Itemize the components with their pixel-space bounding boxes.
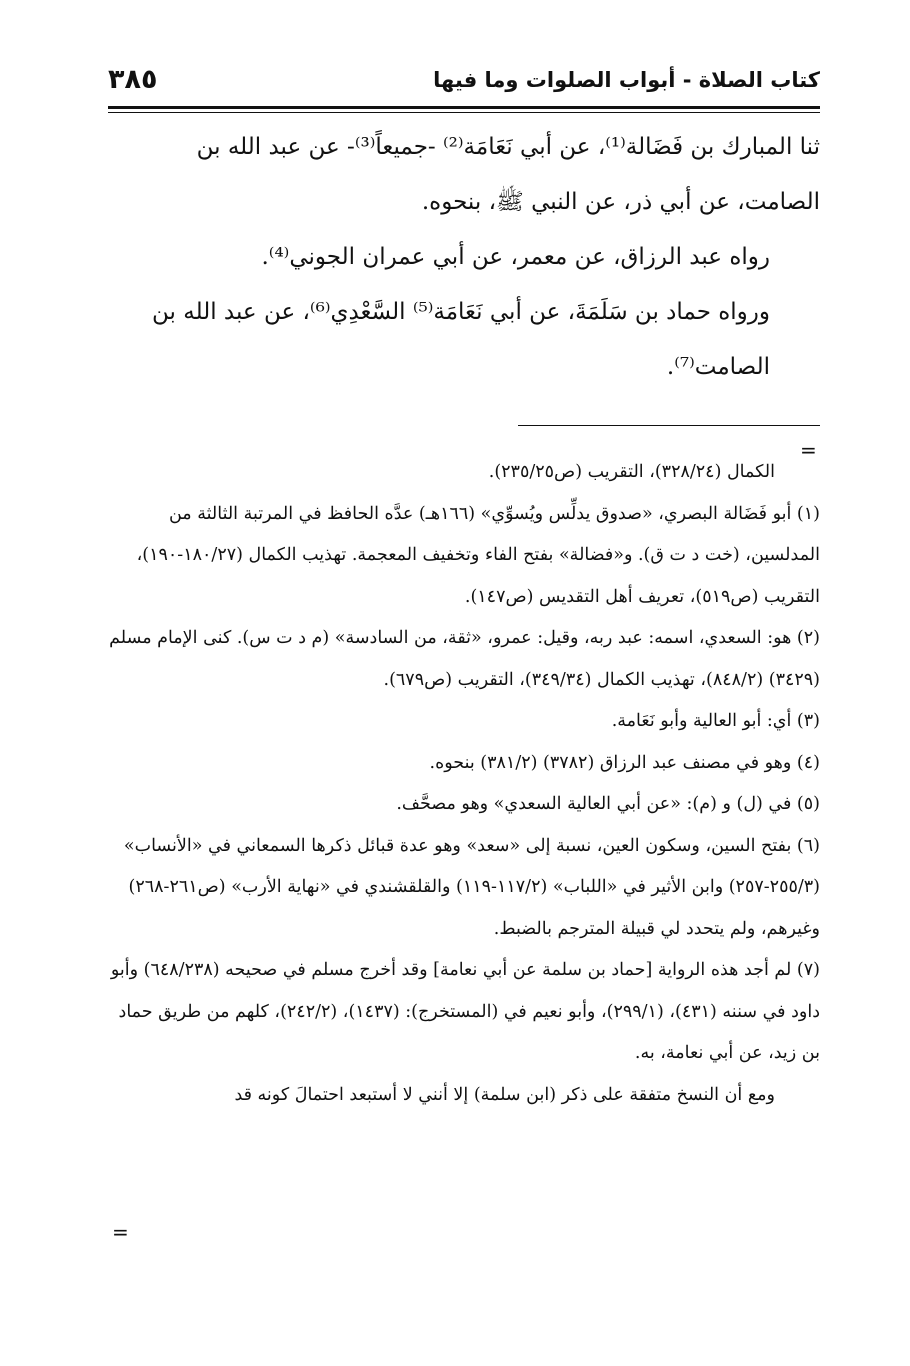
footnote-6: (٦) بفتح السين، وسكون العين، نسبة إلى «سعد» وهو عدة قبائل ذكرها السمعاني في «الأنساب» (٢٥٥/٣-٢٥٧) وابن الأثير في «اللباب» (١١٧/٢-١١٩) والقلقشندي في «نهاية الأرب» (ص٢٦١-٢٦٨) وغيرهم، ولم يتحدد لي قبيلة المترجم بالضبط. xyxy=(123,835,820,939)
main-paragraph-1: ثنا المبارك بن فَضَالة⁽¹⁾، عن أبي نَعَامَة⁽²⁾ -جميعاً⁽³⁾- عن عبد الله بن الصامت، عن أبي ذر، عن النبي ﷺ، بنحوه. xyxy=(196,134,820,215)
page-header xyxy=(108,64,820,106)
running-title: كتاب الصلاة - أبواب الصلوات وما فيها xyxy=(433,68,820,92)
main-paragraph-2: رواه عبد الرزاق، عن معمر، عن أبي عمران الجوني⁽⁴⁾. xyxy=(261,244,770,270)
footnote-5: (٥) في (ل) و (م): «عن أبي العالية السعدي» وهو مصحَّف. xyxy=(396,794,820,814)
page-number: ٣٨٥ xyxy=(108,64,158,95)
footnote-2: (٢) هو: السعدي، اسمه: عبد ربه، وقيل: عمرو، «ثقة، من السادسة» (م د ت س). كنى الإمام مسلم (٣٤٢٩) (٨٤٨/٢)، تهذيب الكمال (٣٤٩/٣٤)، التقريب (ص٦٧٩). xyxy=(109,628,820,690)
footnote-continued: الكمال (٣٢٨/٢٤)، التقريب (ص٢٣٥/٢٥). xyxy=(488,462,775,482)
header-rule-thin xyxy=(108,112,820,113)
continuation-marker-top: = xyxy=(800,438,817,462)
footnote-closing: ومع أن النسخ متفقة على ذكر (ابن سلمة) إلا أنني لا أستبعد احتمالَ كونه قد xyxy=(234,1084,775,1105)
main-text xyxy=(108,120,820,395)
footnote-4: (٤) وهو في مصنف عبد الرزاق (٣٧٨٢) (٣٨١/٢) بنحوه. xyxy=(429,752,820,773)
footnote-1: (١) أبو فَضَالة البصري، «صدوق يدلِّس ويُسوِّي» (١٦٦هـ) عدَّه الحافظ في المرتبة الثالثة من المدلسين، (خت د ت ق). و«فضالة» بفتح الفاء وتخفيف المعجمة. تهذيب الكمال (١٨٠/٢٧-١٩٠)، التقريب (ص٥١٩)، تعريف أهل التقديس (ص١٤٧). xyxy=(136,503,820,607)
footnote-separator xyxy=(518,425,820,426)
continuation-marker-bottom: = xyxy=(112,1220,129,1244)
footnote-3: (٣) أي: أبو العالية وأبو نَعَامة. xyxy=(611,711,820,731)
footnote-7: (٧) لم أجد هذه الرواية [حماد بن سلمة عن أبي نعامة] وقد أخرج مسلم في صحيحه (٦٤٨/٢٣٨) وأبو داود في سننه (٤٣١)، (٢٩٩/١)، وأبو نعيم في (المستخرج): (١٤٣٧)، (٢٤٢/٢)، كلهم من طريق حماد بن زيد، عن أبي نعامة، به. xyxy=(110,960,820,1063)
footnotes xyxy=(108,452,820,1116)
header-rule-thick xyxy=(108,106,820,109)
main-paragraph-3: ورواه حماد بن سَلَمَةَ، عن أبي نَعَامَة⁽⁵⁾ السَّعْدِي⁽⁶⁾، عن عبد الله بن الصامت⁽⁷⁾. xyxy=(152,299,770,380)
